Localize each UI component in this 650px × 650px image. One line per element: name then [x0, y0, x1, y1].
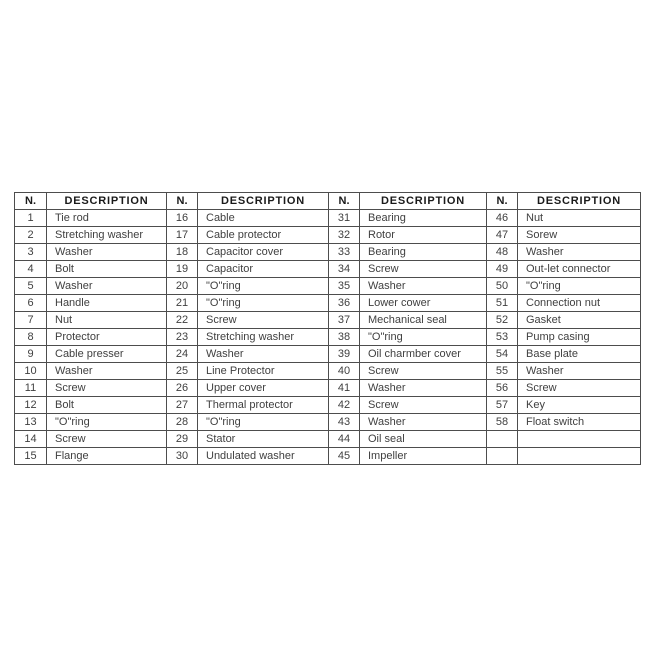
col-header-description: DESCRIPTION [47, 193, 167, 210]
part-number-cell: 17 [167, 227, 198, 244]
part-number-cell: 40 [329, 363, 360, 380]
part-number-cell: 14 [15, 431, 47, 448]
part-number-cell: 55 [487, 363, 518, 380]
part-description-cell: Washer [360, 380, 487, 397]
part-number-cell: 2 [15, 227, 47, 244]
col-header-description: DESCRIPTION [518, 193, 641, 210]
table-row [15, 397, 641, 414]
table-row [15, 414, 641, 431]
part-description-cell: Cable protector [198, 227, 329, 244]
part-description-cell: "O"ring [518, 278, 641, 295]
part-description-cell: Capacitor cover [198, 244, 329, 261]
part-number-cell: 32 [329, 227, 360, 244]
table-row [15, 431, 641, 448]
parts-table-body [15, 210, 641, 465]
part-number-cell: 7 [15, 312, 47, 329]
part-number-cell: 49 [487, 261, 518, 278]
part-description-cell: Screw [360, 397, 487, 414]
part-number-cell: 37 [329, 312, 360, 329]
part-number-cell [487, 448, 518, 465]
part-number-cell: 3 [15, 244, 47, 261]
table-row [15, 295, 641, 312]
part-number-cell: 48 [487, 244, 518, 261]
part-description-cell: Connection nut [518, 295, 641, 312]
part-description-cell: Stretching washer [198, 329, 329, 346]
part-description-cell: Impeller [360, 448, 487, 465]
part-description-cell: Pump casing [518, 329, 641, 346]
part-description-cell: Cable presser [47, 346, 167, 363]
part-description-cell [518, 448, 641, 465]
part-description-cell: Cable [198, 210, 329, 227]
part-number-cell: 50 [487, 278, 518, 295]
part-number-cell: 22 [167, 312, 198, 329]
part-number-cell: 38 [329, 329, 360, 346]
header-row [15, 193, 641, 210]
part-number-cell: 35 [329, 278, 360, 295]
part-number-cell: 28 [167, 414, 198, 431]
part-description-cell: Screw [47, 380, 167, 397]
part-number-cell: 31 [329, 210, 360, 227]
part-number-cell: 56 [487, 380, 518, 397]
part-number-cell: 27 [167, 397, 198, 414]
part-number-cell: 6 [15, 295, 47, 312]
part-number-cell [487, 431, 518, 448]
table-row [15, 278, 641, 295]
part-description-cell: "O"ring [198, 278, 329, 295]
part-description-cell: Capacitor [198, 261, 329, 278]
table-row [15, 329, 641, 346]
part-description-cell: "O"ring [198, 295, 329, 312]
part-description-cell: Gasket [518, 312, 641, 329]
part-description-cell: Bearing [360, 244, 487, 261]
part-number-cell: 5 [15, 278, 47, 295]
part-number-cell: 42 [329, 397, 360, 414]
part-number-cell: 47 [487, 227, 518, 244]
col-header-n: N. [15, 193, 47, 210]
part-description-cell: Protector [47, 329, 167, 346]
part-description-cell: Washer [47, 278, 167, 295]
part-description-cell: Mechanical seal [360, 312, 487, 329]
part-number-cell: 52 [487, 312, 518, 329]
part-number-cell: 16 [167, 210, 198, 227]
part-description-cell: Line Protector [198, 363, 329, 380]
part-description-cell: Tie rod [47, 210, 167, 227]
part-number-cell: 29 [167, 431, 198, 448]
table-row [15, 312, 641, 329]
part-number-cell: 15 [15, 448, 47, 465]
part-description-cell: Undulated washer [198, 448, 329, 465]
part-number-cell: 39 [329, 346, 360, 363]
part-description-cell: Stretching washer [47, 227, 167, 244]
part-description-cell: Nut [47, 312, 167, 329]
part-description-cell: Oil seal [360, 431, 487, 448]
part-number-cell: 43 [329, 414, 360, 431]
part-number-cell: 4 [15, 261, 47, 278]
parts-table [14, 192, 641, 465]
col-header-n: N. [167, 193, 198, 210]
col-header-n: N. [329, 193, 360, 210]
part-description-cell: Thermal protector [198, 397, 329, 414]
part-description-cell: Lower cower [360, 295, 487, 312]
part-description-cell: Screw [360, 363, 487, 380]
part-description-cell [518, 431, 641, 448]
part-number-cell: 23 [167, 329, 198, 346]
part-number-cell: 51 [487, 295, 518, 312]
part-description-cell: Washer [518, 363, 641, 380]
table-row [15, 227, 641, 244]
part-number-cell: 57 [487, 397, 518, 414]
part-number-cell: 9 [15, 346, 47, 363]
part-number-cell: 58 [487, 414, 518, 431]
part-description-cell: "O"ring [198, 414, 329, 431]
part-description-cell: Upper cover [198, 380, 329, 397]
part-description-cell: Out-let connector [518, 261, 641, 278]
part-number-cell: 21 [167, 295, 198, 312]
part-number-cell: 41 [329, 380, 360, 397]
part-description-cell: "O"ring [47, 414, 167, 431]
part-description-cell: Screw [518, 380, 641, 397]
part-description-cell: Sorew [518, 227, 641, 244]
part-description-cell: Washer [360, 278, 487, 295]
part-number-cell: 20 [167, 278, 198, 295]
col-header-description: DESCRIPTION [198, 193, 329, 210]
part-number-cell: 53 [487, 329, 518, 346]
part-number-cell: 24 [167, 346, 198, 363]
part-description-cell: Handle [47, 295, 167, 312]
part-description-cell: Stator [198, 431, 329, 448]
table-row [15, 346, 641, 363]
part-number-cell: 13 [15, 414, 47, 431]
part-number-cell: 19 [167, 261, 198, 278]
part-description-cell: Rotor [360, 227, 487, 244]
part-description-cell: Nut [518, 210, 641, 227]
table-row [15, 210, 641, 227]
part-number-cell: 45 [329, 448, 360, 465]
part-number-cell: 34 [329, 261, 360, 278]
part-description-cell: Screw [360, 261, 487, 278]
part-description-cell: Float switch [518, 414, 641, 431]
part-description-cell: Washer [198, 346, 329, 363]
part-description-cell: Washer [518, 244, 641, 261]
part-description-cell: Bolt [47, 397, 167, 414]
part-description-cell: Screw [47, 431, 167, 448]
table-row [15, 363, 641, 380]
part-number-cell: 10 [15, 363, 47, 380]
part-number-cell: 18 [167, 244, 198, 261]
part-description-cell: Washer [47, 363, 167, 380]
part-description-cell: Key [518, 397, 641, 414]
part-number-cell: 1 [15, 210, 47, 227]
part-number-cell: 25 [167, 363, 198, 380]
parts-list [14, 192, 640, 465]
part-description-cell: "O"ring [360, 329, 487, 346]
part-number-cell: 54 [487, 346, 518, 363]
part-description-cell: Flange [47, 448, 167, 465]
part-description-cell: Base plate [518, 346, 641, 363]
part-description-cell: Bearing [360, 210, 487, 227]
table-row [15, 448, 641, 465]
part-number-cell: 8 [15, 329, 47, 346]
table-row [15, 380, 641, 397]
part-number-cell: 46 [487, 210, 518, 227]
part-description-cell: Oil charmber cover [360, 346, 487, 363]
part-description-cell: Bolt [47, 261, 167, 278]
part-description-cell: Washer [47, 244, 167, 261]
part-description-cell: Washer [360, 414, 487, 431]
part-number-cell: 44 [329, 431, 360, 448]
table-row [15, 261, 641, 278]
table-row [15, 244, 641, 261]
part-number-cell: 33 [329, 244, 360, 261]
part-number-cell: 11 [15, 380, 47, 397]
part-number-cell: 26 [167, 380, 198, 397]
part-number-cell: 12 [15, 397, 47, 414]
part-number-cell: 30 [167, 448, 198, 465]
part-description-cell: Screw [198, 312, 329, 329]
col-header-description: DESCRIPTION [360, 193, 487, 210]
part-number-cell: 36 [329, 295, 360, 312]
col-header-n: N. [487, 193, 518, 210]
